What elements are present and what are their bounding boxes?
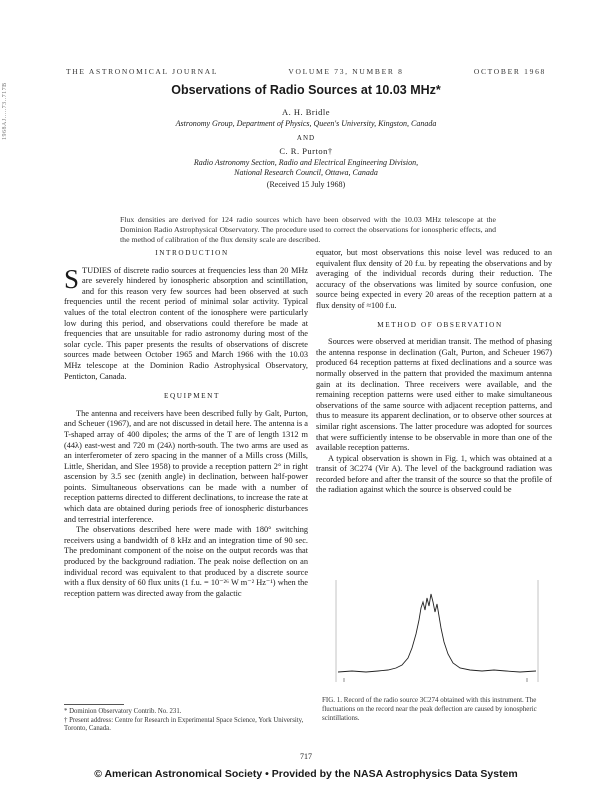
ads-footer-banner: © American Astronomical Society • Provided by the NASA Astrophysics Data System — [94, 768, 518, 780]
affiliation-nrc-line2: National Research Council, Ottawa, Canada — [234, 168, 378, 177]
heading-equipment: EQUIPMENT — [164, 392, 220, 401]
figure-1-trace — [338, 594, 536, 672]
right-column — [316, 248, 552, 496]
method-paragraph-1: Sources were observed at meridian transit. The method of phasing the antenna response in declination (Galt, Purton, and Scheuer 1967) produced 64 reception patterns at fixed declinations and a source was normally observed in the pattern that provided the maximum antenna gain at its declination. Three receivers were available, and the remaining reception patterns were used either to make simultaneous observations of the same source with adjacent reception patterns, and thus to measure its apparent declination, or to observe other sources at similar right ascensions. The latter procedure was adopted for sources that were sufficiently intense to be observable in more than one of the available reception patterns. — [316, 337, 552, 453]
affiliation-nrc-line1: Radio Astronomy Section, Radio and Electrical Engineering Division, — [193, 158, 419, 167]
method-paragraph-2: A typical observation is shown in Fig. 1, which was obtained at a transit of 3C274 (Vir A). The level of the background radiation was recorded before and after the transit of the source so that the profile of the radiation against which the source is observed could be — [316, 453, 552, 495]
equipment-paragraph-1: The antenna and receivers have been described fully by Galt, Purton, and Scheuer (1967), and are not discussed in detail here. The antenna is a T-shaped array of 400 dipoles; the arms of the T are of length 1312 m (44λ) east-west and 720 m (24λ) north-south. The two arms are used as an interferometer of zero spacing in the manner of a Mills cross (Mills, Little, Sheridan, and Slee 1958) to provide a reception pattern 2° in right ascension by 3.5 sec (zenith angle) in declination, between half-power points. Simultaneous observations can be made with a number of reception patterns directed to different declinations, to increase the rate at which data are obtained during periods free of ionospheric disturbances and terrestrial interference. — [64, 408, 308, 524]
equipment-paragraph-2: The observations described here were made with 180° switching receivers using a bandwidth of 8 kHz and an integration time of 90 sec. The predominant component of the noise on the output records was that produced by the background radiation. The peak noise deflection on an individual record was equivalent to that produced by a discrete source with a flux density of 60 flux units (1 f.u. = 10⁻²⁶ W m⁻² Hz⁻¹) when the reception pattern was directed away from the galactic — [64, 525, 308, 598]
drop-cap: S — [64, 263, 80, 294]
abstract: Flux densities are derived for 124 radio sources which have been observed with the 10.03 MHz telescope at the Dominion Radio Astrophysical Observatory. The procedure used to correct the observations for ionospheric effects, and the method of calibration of the flux density scale are described. — [120, 215, 496, 244]
author-purton: C. R. Purton† — [279, 146, 333, 156]
heading-method: METHOD OF OBSERVATION — [377, 320, 503, 329]
figure-1-record — [322, 572, 548, 690]
introduction-text: TUDIES of discrete radio sources at frequencies less than 20 MHz are severely hindered by ionospheric absorption and scintillation, and for this reason very few sources had been observed at such frequencies until the recent period of minimal solar activity. Typical values of the total electron content of the ionosphere were particularly low during this period, and observations could therefore be made at frequencies that are unsuitable for radio astronomy during most of the solar cycle. This paper presents the results of observations of discrete sources made between October 1965 and March 1966 with the 10.03 MHz telescope at the Dominion Radio Astrophysical Observatory, Penticton, Canada. — [64, 265, 308, 381]
paper-title: Observations of Radio Sources at 10.03 MHz* — [171, 83, 441, 97]
heading-introduction: INTRODUCTION — [155, 249, 229, 257]
figure-1-caption: FIG. 1. Record of the radio source 3C274 obtained with this instrument. The fluctuations on the record near the peak deflection are caused by ionospheric scintillations. — [322, 696, 537, 722]
footnote-1: * Dominion Observatory Contrib. No. 231. — [64, 708, 182, 715]
introduction-paragraph — [64, 263, 308, 383]
issue-date: OCTOBER 1968 — [473, 67, 546, 76]
footnote-2: † Present address: Centre for Research in Experimental Space Science, York University, Toronto, Canada. — [64, 716, 304, 732]
volume-number: VOLUME 73, NUMBER 8 — [288, 67, 404, 76]
left-column — [64, 248, 308, 599]
footnote-rule — [64, 704, 124, 705]
continued-paragraph: equator, but most observations this noise level was reduced to an equivalent flux density of 20 f.u. by repeating the observations and by averaging of the individual records during their reduction. The accuracy of the observations was limited by source confusion, one source being expected in every 20 areas of the reception pattern at a flux density of ≈100 f.u. — [316, 248, 552, 310]
footnotes — [64, 704, 308, 734]
bibcode-margin-note: 1968AJ.....73..717B — [2, 82, 8, 140]
affiliation-queens: Astronomy Group, Department of Physics, Queen's University, Kingston, Canada — [175, 119, 437, 128]
and-separator: AND — [296, 134, 316, 142]
journal-name: THE ASTRONOMICAL JOURNAL — [66, 67, 219, 76]
author-bridle: A. H. Bridle — [281, 107, 331, 117]
running-head — [66, 67, 546, 77]
page-number: 717 — [300, 752, 312, 761]
received-date: (Received 15 July 1968) — [266, 180, 346, 189]
